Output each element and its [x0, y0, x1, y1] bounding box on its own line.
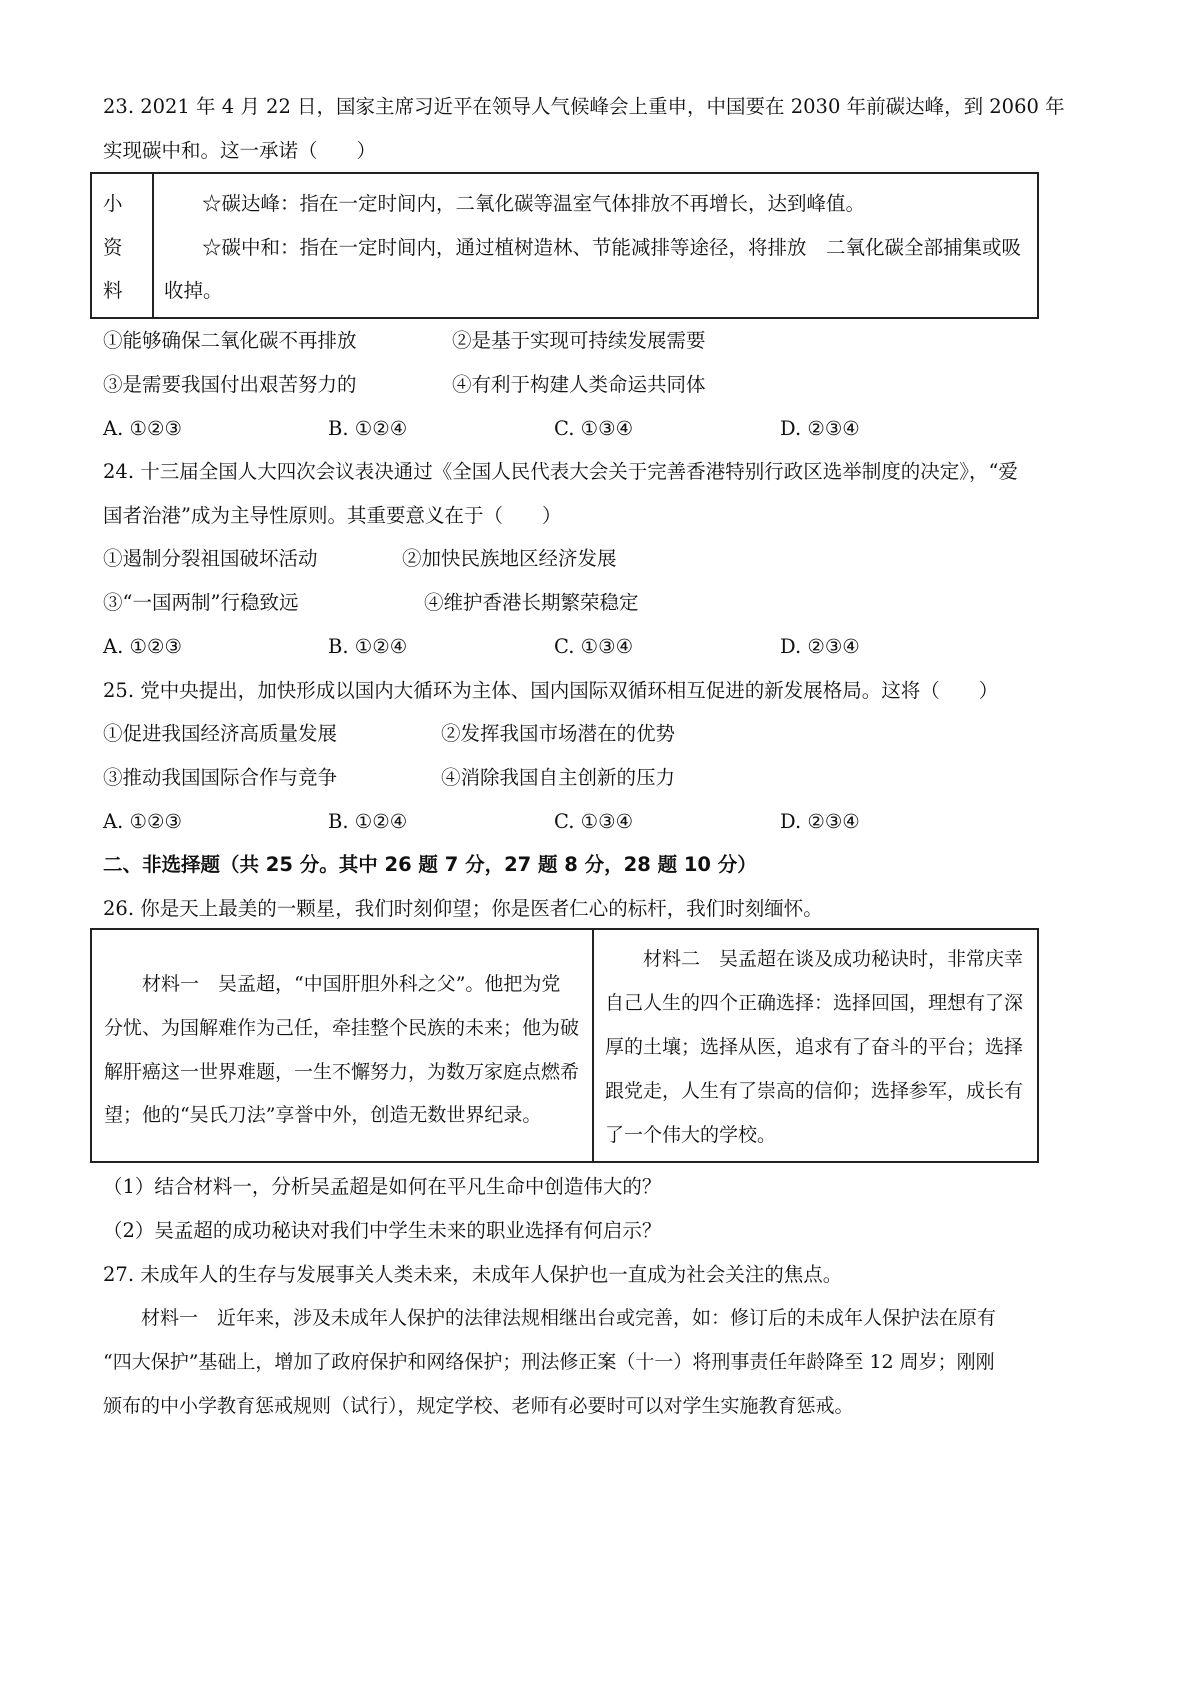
- q23-item-3: ③是需要我国付出艰苦努力的: [103, 373, 357, 396]
- q23-option-c: C. ①③④: [554, 417, 634, 440]
- q23-item-2: ②是基于实现可持续发展需要: [452, 329, 706, 352]
- q23-box-label-2: 资: [103, 236, 123, 259]
- q26-material1-line1: 材料一 吴孟超，“中国肝胆外科之父”。他把为党: [104, 973, 561, 995]
- q24-item-2: ②加快民族地区经济发展: [402, 547, 617, 570]
- q23-item-4: ④有利于构建人类命运共同体: [452, 373, 706, 396]
- q25-item-2: ②发挥我国市场潜在的优势: [441, 722, 676, 745]
- q26-material1-line4: 望；他的“吴氏刀法”享誉中外，创造无数世界纪录。: [104, 1104, 542, 1126]
- q25-option-b: B. ①②④: [328, 810, 408, 833]
- q23-box-line2: ☆碳中和：指在一定时间内，通过植树造林、节能减排等途径，将排放 二氧化碳全部捕集或吸: [202, 236, 1022, 259]
- q25-item-1: ①促进我国经济高质量发展: [103, 722, 338, 745]
- q24-stem-line2: 国者治港”成为主导性原则。其重要意义在于（ ）: [103, 504, 562, 527]
- q27-material1-line3: 颁布的中小学教育惩戒规则（试行），规定学校、老师有必要时可以对学生实施教育惩戒。: [103, 1395, 854, 1417]
- q24-option-a: A. ①②③: [103, 635, 182, 658]
- q23-option-d: D. ②③④: [780, 417, 860, 440]
- section2-heading: 二、非选择题（共 25 分。其中 26 题 7 分，27 题 8 分，28 题 10 分）: [103, 853, 757, 876]
- q26-material1-line3: 解肝癌这一世界难题，一生不懈努力，为数万家庭点燃希: [104, 1061, 580, 1083]
- q23-box-label-1: 小: [103, 192, 123, 215]
- q26-subquestion-2: （2）吴孟超的成功秘诀对我们中学生未来的职业选择有何启示？: [103, 1219, 662, 1242]
- q25-option-c: C. ①③④: [554, 810, 634, 833]
- q23-box-label-3: 料: [103, 279, 123, 302]
- q23-box-line3: 收掉。: [164, 279, 223, 302]
- q25-option-a: A. ①②③: [103, 810, 182, 833]
- q24-stem-line1: 24. 十三届全国人大四次会议表决通过《全国人民代表大会关于完善香港特别行政区选举制度的决定》，“爱: [103, 460, 1018, 483]
- q23-option-b: B. ①②④: [328, 417, 408, 440]
- q26-table-divider: [592, 929, 594, 1162]
- q27-stem: 27. 未成年人的生存与发展事关人类未来，未成年人保护也一直成为社会关注的焦点。: [103, 1263, 843, 1286]
- q24-option-d: D. ②③④: [780, 635, 860, 658]
- q25-item-3: ③推动我国国际合作与竞争: [103, 766, 338, 789]
- q26-material2-line5: 了一个伟大的学校。: [605, 1124, 777, 1146]
- q27-material1-line2: “四大保护”基础上，增加了政府保护和网络保护；刑法修正案（十一）将刑事责任年龄降至 12 周岁；刚刚: [103, 1351, 995, 1373]
- q26-material2-line4: 跟党走，人生有了崇高的信仰；选择参军，成长有: [605, 1080, 1024, 1102]
- q23-box-line1: ☆碳达峰：指在一定时间内，二氧化碳等温室气体排放不再增长，达到峰值。: [202, 192, 866, 215]
- q24-item-4: ④维护香港长期繁荣稳定: [424, 591, 639, 614]
- q26-stem: 26. 你是天上最美的一颗星，我们时刻仰望；你是医者仁心的标杆，我们时刻缅怀。: [103, 897, 823, 920]
- q26-subquestion-1: （1）结合材料一，分析吴孟超是如何在平凡生命中创造伟大的？: [103, 1175, 662, 1198]
- q26-material2-line2: 自己人生的四个正确选择：选择回国，理想有了深: [605, 992, 1024, 1014]
- q23-option-a: A. ①②③: [103, 417, 182, 440]
- q24-item-1: ①遏制分裂祖国破坏活动: [103, 547, 318, 570]
- q26-material2-line3: 厚的土壤；选择从医，追求有了奋斗的平台；选择: [605, 1036, 1024, 1058]
- q25-stem-line1: 25. 党中央提出，加快形成以国内大循环为主体、国内国际双循环相互促进的新发展格局。这将（ ）: [103, 679, 999, 702]
- q24-item-3: ③“一国两制”行稳致远: [103, 591, 299, 614]
- q23-box-divider: [152, 173, 154, 318]
- q26-material2-line1: 材料二 吴孟超在谈及成功秘诀时，非常庆幸: [605, 948, 1024, 970]
- q23-item-1: ①能够确保二氧化碳不再排放: [103, 329, 357, 352]
- q25-item-4: ④消除我国自主创新的压力: [441, 766, 676, 789]
- q27-material1-line1: 材料一 近年来，涉及未成年人保护的法律法规相继出台或完善，如：修订后的未成年人保护法在原有: [103, 1307, 997, 1329]
- q25-option-d: D. ②③④: [780, 810, 860, 833]
- q23-stem-line2: 实现碳中和。这一承诺（ ）: [103, 139, 377, 162]
- q23-stem-line1: 23. 2021 年 4 月 22 日，国家主席习近平在领导人气候峰会上重申，中国要在 2030 年前碳达峰，到 2060 年: [103, 95, 1065, 118]
- q26-material1-line2: 分忧、为国解难作为己任，牵挂整个民族的未来；他为破: [104, 1017, 580, 1039]
- q24-option-b: B. ①②④: [328, 635, 408, 658]
- q24-option-c: C. ①③④: [554, 635, 634, 658]
